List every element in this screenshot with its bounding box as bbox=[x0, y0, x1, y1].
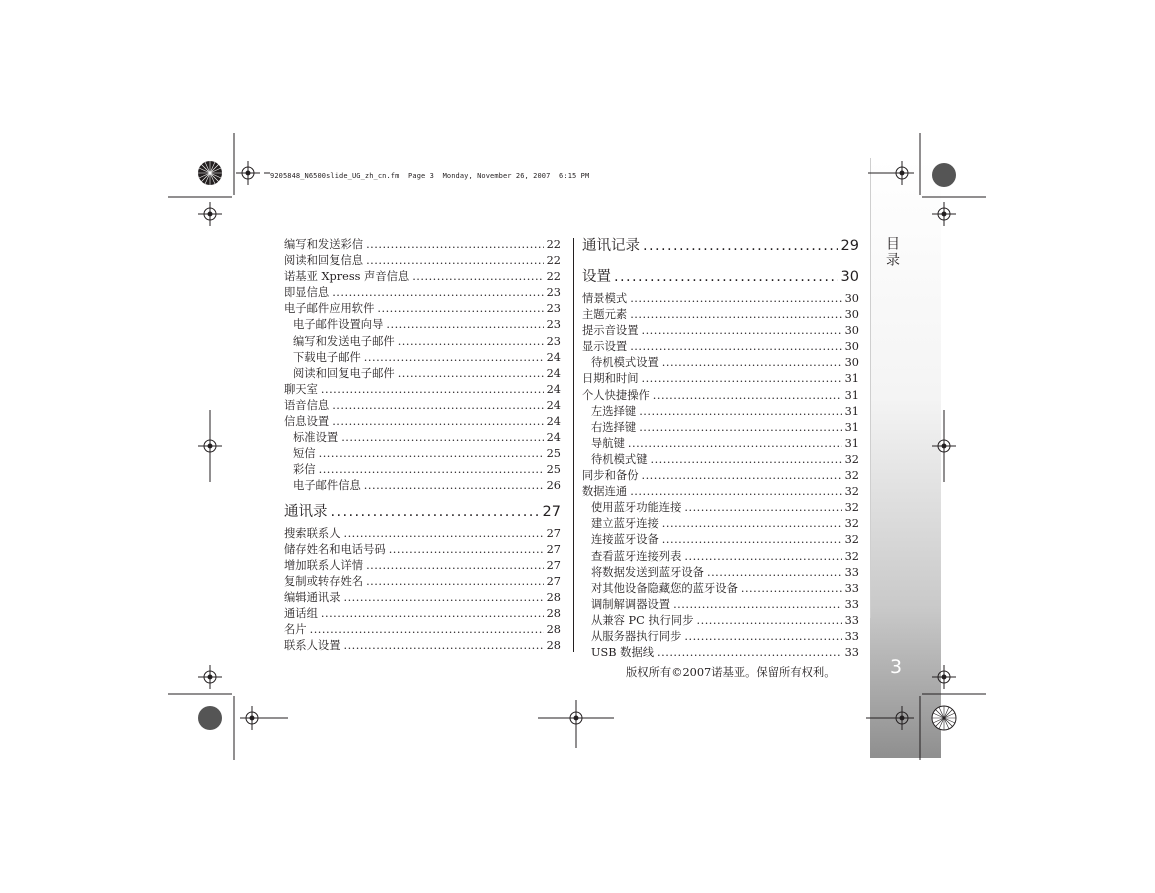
toc-entry-page-number: 32 bbox=[844, 549, 859, 563]
toc-entry-page-number: 32 bbox=[844, 452, 859, 466]
toc-entry-page-number: 33 bbox=[844, 597, 859, 611]
toc-entry-page-number: 28 bbox=[546, 590, 561, 604]
toc-entry-page-number: 32 bbox=[844, 517, 859, 531]
toc-entry-page-number: 27 bbox=[546, 526, 561, 540]
file-info-header: 9205848_N6500slide_UG_zh_cn.fm Page 3 Monday, November 26, 2007 6:15 PM bbox=[270, 172, 590, 180]
toc-entry-page-number: 24 bbox=[546, 366, 561, 380]
toc-entry-label: 语音信息 bbox=[284, 398, 330, 412]
toc-entry-label: 通讯录 bbox=[284, 503, 328, 520]
toc-entry-page-number: 33 bbox=[844, 613, 859, 627]
toc-entry-label: 阅读和回复信息 bbox=[284, 254, 364, 268]
toc-entry-page-number: 30 bbox=[844, 356, 859, 370]
toc-entry-label: 编写和发送电子邮件 bbox=[293, 334, 395, 348]
toc-entry-label: 对其他设备隐藏您的蓝牙设备 bbox=[591, 581, 738, 595]
toc-entry-page-number: 32 bbox=[844, 533, 859, 547]
crop-lines bbox=[168, 133, 986, 760]
toc-entry-label: 通话组 bbox=[284, 606, 318, 620]
toc-entry-label: 名片 bbox=[284, 623, 307, 637]
toc-entry-page-number: 33 bbox=[844, 581, 859, 595]
toc-entry-label: 诺基亚 Xpress 声音信息 bbox=[284, 270, 410, 284]
toc-entry-label: 下载电子邮件 bbox=[293, 350, 361, 364]
toc-entry-label: 日期和时间 bbox=[582, 372, 639, 386]
toc-entry-label: 电子邮件信息 bbox=[293, 479, 361, 493]
toc-entry-label: 通讯记录 bbox=[582, 238, 640, 254]
crosshair-marks bbox=[198, 161, 956, 730]
toc-entry-page-number: 31 bbox=[844, 436, 859, 450]
toc-entry-page-number: 31 bbox=[844, 388, 859, 402]
toc-entry-page-number: 24 bbox=[546, 382, 561, 396]
toc-entry-page-number: 32 bbox=[844, 469, 859, 483]
copyright-footer: 版权所有©2007诺基亚。保留所有权利。 bbox=[626, 666, 836, 679]
toc-entry-page-number: 22 bbox=[546, 238, 561, 251]
toc-entry-page-number: 33 bbox=[844, 629, 859, 643]
toc-entry-label: 提示音设置 bbox=[582, 324, 639, 338]
toc-entry-label: 从兼容 PC 执行同步 bbox=[591, 613, 694, 627]
toc-entry-page-number: 26 bbox=[546, 479, 561, 493]
toc-entry-label: 数据连通 bbox=[582, 485, 628, 499]
gray-disc-mark-bottom-left-icon bbox=[198, 706, 222, 730]
toc-entry-page-number: 23 bbox=[546, 302, 561, 316]
toc-entry-label: 即显信息 bbox=[284, 286, 330, 300]
toc-entry-page-number: 28 bbox=[546, 639, 561, 653]
toc-entry-page-number: 31 bbox=[844, 420, 859, 434]
toc-entry-label: 查看蓝牙连接列表 bbox=[591, 549, 682, 563]
toc-entry-page-number: 32 bbox=[844, 485, 859, 499]
toc-entry-label: 使用蓝牙功能连接 bbox=[591, 501, 682, 515]
toc-entry-label: 情景模式 bbox=[582, 292, 628, 305]
toc-entry-label: 阅读和回复电子邮件 bbox=[293, 366, 395, 380]
toc-entry-label: 将数据发送到蓝牙设备 bbox=[591, 565, 704, 579]
toc-entry-page-number: 33 bbox=[844, 565, 859, 579]
toc-entry-page-number: 27 bbox=[546, 574, 561, 588]
toc-entry-page-number: 22 bbox=[546, 254, 561, 268]
toc-entry-label: 从服务器执行同步 bbox=[591, 629, 682, 643]
toc-entry-page-number: 32 bbox=[844, 501, 859, 515]
toc-entry-label: 主题元素 bbox=[582, 308, 628, 322]
toc-entry-label: 右选择键 bbox=[591, 420, 637, 434]
toc-entry-page-number: 23 bbox=[546, 318, 561, 332]
toc-entry-label: 电子邮件应用软件 bbox=[284, 302, 375, 316]
toc-entry-label: 标准设置 bbox=[293, 431, 339, 445]
toc-entry-page-number: 27 bbox=[546, 558, 561, 572]
toc-entry-label: 同步和备份 bbox=[582, 469, 639, 483]
toc-entry-page-number: 24 bbox=[546, 431, 561, 445]
toc-entry-label: 复制或转存姓名 bbox=[284, 574, 364, 588]
toc-entry-page-number: 22 bbox=[546, 270, 561, 284]
page-number: 3 bbox=[889, 656, 903, 678]
toc-entry-page-number: 28 bbox=[546, 623, 561, 637]
toc-entry-page-number: 23 bbox=[546, 334, 561, 348]
toc-entry-page-number: 30 bbox=[840, 269, 859, 285]
toc-entry-label: 导航键 bbox=[591, 436, 625, 450]
toc-entry-page-number: 25 bbox=[546, 447, 561, 461]
gray-disc-mark-top-right-icon bbox=[932, 163, 956, 187]
toc-entry-label: 左选择键 bbox=[591, 404, 637, 418]
toc-entry-page-number: 24 bbox=[546, 350, 561, 364]
toc-entry-label: USB 数据线 bbox=[591, 646, 655, 660]
toc-entry-page-number: 28 bbox=[546, 606, 561, 620]
sunburst-mark-bottom-right-icon bbox=[932, 706, 956, 730]
toc-entry-label: 电子邮件设置向导 bbox=[293, 318, 384, 332]
toc-entry-label: 彩信 bbox=[293, 463, 316, 477]
toc-entry-label: 建立蓝牙连接 bbox=[591, 517, 659, 531]
toc-entry-page-number: 31 bbox=[844, 372, 859, 386]
toc-entry-label: 信息设置 bbox=[284, 415, 330, 429]
toc-entry-label: 编辑通讯录 bbox=[284, 590, 341, 604]
toc-entry-page-number: 30 bbox=[844, 324, 859, 338]
toc-entry-page-number: 24 bbox=[546, 398, 561, 412]
toc-entry-label: 增加联系人详情 bbox=[284, 558, 364, 572]
toc-entry-label: 调制解调器设置 bbox=[591, 597, 671, 611]
toc-entry-label: 个人快捷操作 bbox=[582, 388, 650, 402]
toc-entry-label: 连接蓝牙设备 bbox=[591, 533, 659, 547]
side-tab-label: 目录 bbox=[884, 236, 900, 268]
toc-entry-label: 搜索联系人 bbox=[284, 526, 341, 540]
toc-entry-page-number: 30 bbox=[844, 292, 859, 305]
toc-entry-page-number: 33 bbox=[844, 646, 859, 660]
toc-entry-label: 待机模式键 bbox=[591, 452, 648, 466]
toc-entry-page-number: 27 bbox=[546, 542, 561, 556]
toc-entry-label: 编写和发送彩信 bbox=[284, 238, 364, 251]
toc-entry-label: 聊天室 bbox=[284, 382, 318, 396]
toc-entry-page-number: 30 bbox=[844, 340, 859, 354]
toc-entry-page-number: 31 bbox=[844, 404, 859, 418]
toc-entry-label: 待机模式设置 bbox=[591, 356, 659, 370]
toc-entry-label: 联系人设置 bbox=[284, 639, 341, 653]
toc-entry-label: 显示设置 bbox=[582, 340, 628, 354]
toc-entry-page-number: 25 bbox=[546, 463, 561, 477]
toc-entry-label: 设置 bbox=[582, 269, 611, 285]
toc-entry-page-number: 24 bbox=[546, 415, 561, 429]
toc-entry-label: 储存姓名和电话号码 bbox=[284, 542, 386, 556]
toc-entry-label: 短信 bbox=[293, 447, 316, 461]
toc-entry-page-number: 29 bbox=[840, 238, 859, 254]
toc-entry-page-number: 23 bbox=[546, 286, 561, 300]
sunburst-mark-top-left-icon bbox=[198, 161, 222, 185]
toc-entry-page-number: 27 bbox=[542, 503, 561, 520]
toc-entry-page-number: 30 bbox=[844, 308, 859, 322]
